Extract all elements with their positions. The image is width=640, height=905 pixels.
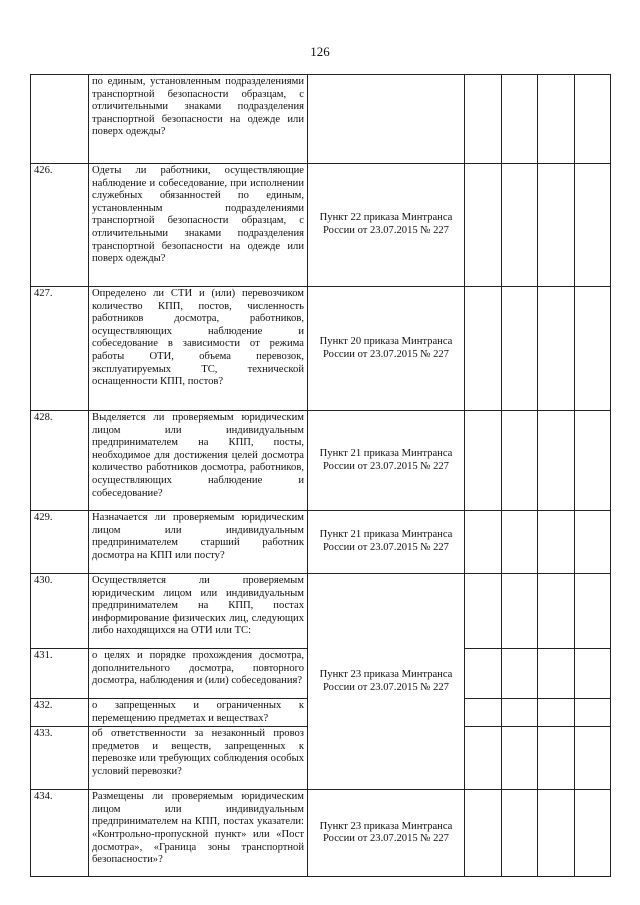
answer-cell-na [538, 790, 575, 877]
answer-cell-no [501, 411, 538, 511]
answer-cell-yes [465, 411, 502, 511]
answer-cell-na [538, 287, 575, 411]
table-row [31, 411, 611, 511]
answer-cell-note [574, 699, 611, 727]
answer-cell-na [538, 411, 575, 511]
answer-cell-yes [465, 164, 502, 287]
answer-cell-note [574, 287, 611, 411]
answer-cell-no [501, 287, 538, 411]
row-number: 434. [31, 790, 89, 877]
row-number: 427. [31, 287, 89, 411]
row-number: 433. [31, 727, 89, 790]
answer-cell-note [574, 727, 611, 790]
legal-reference: Пункт 22 приказа Минтранса России от 23.07.2015 № 227 [308, 164, 465, 287]
answer-cell-no [501, 649, 538, 699]
legal-reference [308, 75, 465, 164]
answer-cell-na [538, 574, 575, 649]
table-row [31, 511, 611, 574]
question-text: Осуществляется ли проверяемым юридическим лицом или индивидуальным предпринимателем на КПП, постах информирование физических лиц, следующих либо находящихся на ОТИ или ТС: [89, 574, 308, 649]
answer-cell-yes [465, 790, 502, 877]
answer-cell-note [574, 411, 611, 511]
answer-cell-yes [465, 727, 502, 790]
row-number: 429. [31, 511, 89, 574]
answer-cell-note [574, 790, 611, 877]
answer-cell-no [501, 790, 538, 877]
question-text: о целях и порядке прохождения досмотра, дополнительного досмотра, повторного досмотра, наблюдения и (или) собеседования? [89, 649, 308, 699]
question-text: Размещены ли проверяемым юридическим лицом или индивидуальным предпринимателем на КПП, постах указатели: «Контрольно-пропускной пункт» или «Пост досмотра», «Граница зоны транспортной безопасности»? [89, 790, 308, 877]
table-row [31, 574, 611, 649]
answer-cell-na [538, 649, 575, 699]
answer-cell-no [501, 727, 538, 790]
row-number: 430. [31, 574, 89, 649]
answer-cell-note [574, 164, 611, 287]
answer-cell-yes [465, 287, 502, 411]
answer-cell-note [574, 649, 611, 699]
legal-reference: Пункт 23 приказа Минтранса России от 23.07.2015 № 227 [308, 790, 465, 877]
answer-cell-yes [465, 511, 502, 574]
answer-cell-na [538, 727, 575, 790]
legal-reference: Пункт 23 приказа Минтранса России от 23.07.2015 № 227 [308, 574, 465, 790]
table-row [31, 164, 611, 287]
row-number: 426. [31, 164, 89, 287]
answer-cell-no [501, 574, 538, 649]
checklist-table [30, 74, 611, 877]
row-number: 431. [31, 649, 89, 699]
row-number: 428. [31, 411, 89, 511]
answer-cell-yes [465, 699, 502, 727]
question-text: о запрещенных и ограниченных к перемещению предметах и веществах? [89, 699, 308, 727]
answer-cell-no [501, 699, 538, 727]
answer-cell-na [538, 164, 575, 287]
row-number: 432. [31, 699, 89, 727]
question-text: Определено ли СТИ и (или) перевозчиком количество КПП, постов, численность работников досмотра, работников, осуществляющих наблюдение и собеседование в зависимости от режима работы ОТИ, объема перевозок, эксплуатируемых ТС, технической оснащенности КПП, постов? [89, 287, 308, 411]
question-text: Выделяется ли проверяемым юридическим лицом или индивидуальным предпринимателем на КПП, посты, необходимое для достижения целей досмотра количество работников досмотра, работников, осуществляющих наблюдение и собеседование? [89, 411, 308, 511]
question-text: по единым, установленным подразделениями транспортной безопасности образцам, с отличительными знаками подразделения транспортной безопасности на одежде или поверх одежды? [89, 75, 308, 164]
answer-cell-no [501, 164, 538, 287]
answer-cell-no [501, 75, 538, 164]
answer-cell-no [501, 511, 538, 574]
answer-cell-na [538, 511, 575, 574]
table-row [31, 790, 611, 877]
legal-reference: Пункт 20 приказа Минтранса России от 23.07.2015 № 227 [308, 287, 465, 411]
answer-cell-yes [465, 75, 502, 164]
legal-reference: Пункт 21 приказа Минтранса России от 23.07.2015 № 227 [308, 511, 465, 574]
answer-cell-yes [465, 574, 502, 649]
answer-cell-na [538, 75, 575, 164]
table-row [31, 75, 611, 164]
row-number [31, 75, 89, 164]
answer-cell-note [574, 75, 611, 164]
question-text: Назначается ли проверяемым юридическим лицом или индивидуальным предпринимателем старший работник досмотра на КПП или посту? [89, 511, 308, 574]
legal-reference: Пункт 21 приказа Минтранса России от 23.07.2015 № 227 [308, 411, 465, 511]
answer-cell-note [574, 511, 611, 574]
question-text: об ответственности за незаконный провоз предметов и веществ, запрещенных к перевозке или требующих соблюдения особых условий перевозки? [89, 727, 308, 790]
answer-cell-na [538, 699, 575, 727]
answer-cell-yes [465, 649, 502, 699]
answer-cell-note [574, 574, 611, 649]
table-row [31, 287, 611, 411]
page-number: 126 [310, 44, 330, 59]
question-text: Одеты ли работники, осуществляющие наблюдение и собеседование, при исполнении служебных обязанностей по единым, установленным подразделениями транспортной безопасности образцам, с отличительными знаками подразделения транспортной безопасности на одежде или поверх одежды? [89, 164, 308, 287]
